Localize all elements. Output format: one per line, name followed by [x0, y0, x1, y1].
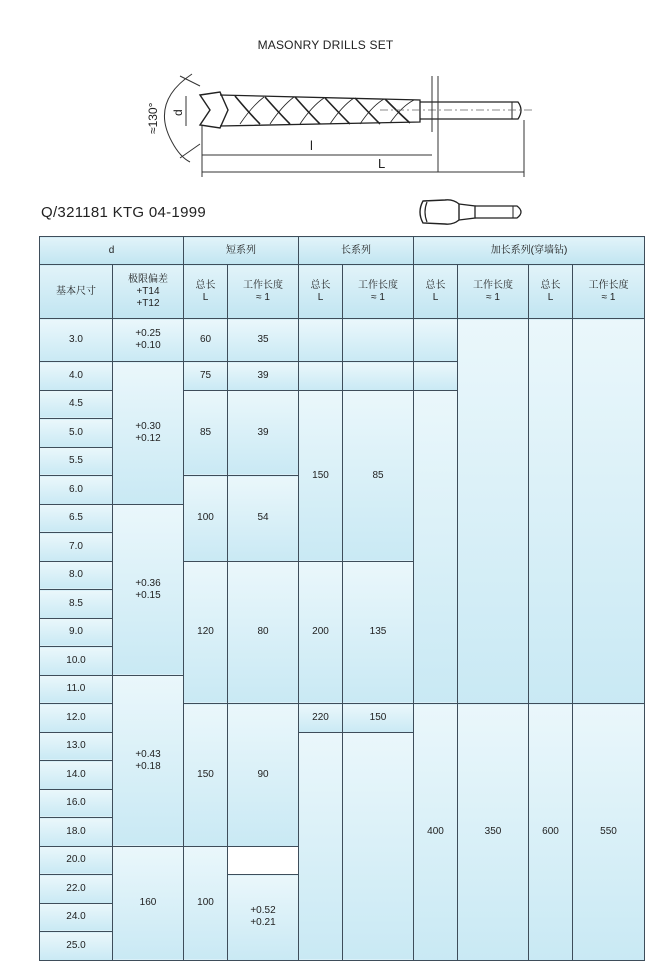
size-cell: 18.0	[40, 818, 113, 847]
total-length-label: L	[378, 156, 386, 171]
size-cell: 5.5	[40, 447, 113, 476]
size-cell: 6.5	[40, 504, 113, 533]
short-total-length: 100	[184, 476, 228, 562]
size-cell: 10.0	[40, 647, 113, 676]
size-cell: 11.0	[40, 675, 113, 704]
long-total-length: 200	[299, 561, 343, 704]
extra2-empty-cell	[573, 319, 645, 704]
drill-diagram	[140, 62, 540, 187]
short-work-length: 39	[228, 362, 299, 391]
long-empty-cell	[343, 319, 414, 362]
extra2-total-length: 600	[529, 704, 573, 961]
drill-bit-icon	[415, 196, 530, 228]
size-cell: 20.0	[40, 846, 113, 875]
short-work-length: 39	[228, 390, 299, 476]
tolerance-cell: +0.25 +0.10	[113, 319, 184, 362]
long-total-length: 150	[299, 390, 343, 561]
work-length-label: l	[310, 138, 313, 153]
short-total-length: 60	[184, 319, 228, 362]
size-cell: 4.5	[40, 390, 113, 419]
short-work-length: 54	[228, 476, 299, 562]
short-total-length: 75	[184, 362, 228, 391]
header-extra1-work-length: 工作长度 ≈ 1	[458, 265, 529, 319]
size-cell: 24.0	[40, 903, 113, 932]
long-work-length: 150	[343, 704, 414, 733]
standard-number: Q/321181 KTG 04-1999	[41, 204, 206, 221]
header-d: d	[40, 237, 184, 265]
tolerance-cell: +0.43 +0.18	[113, 675, 184, 846]
long-empty-cell	[343, 362, 414, 391]
angle-label: ≈130°	[146, 102, 160, 134]
extra1-total-length: 400	[414, 704, 458, 961]
header-long-total-length: 总长 L	[299, 265, 343, 319]
header-long-work-length: 工作长度 ≈ 1	[343, 265, 414, 319]
page-title: MASONRY DRILLS SET	[257, 38, 394, 52]
size-cell: 4.0	[40, 362, 113, 391]
long-empty-cell	[299, 362, 343, 391]
extra1-work-length: 350	[458, 704, 529, 961]
short-total-length: 85	[184, 390, 228, 476]
tolerance-cell: +0.36 +0.15	[113, 504, 184, 675]
header-extra2-total-length: 总长 L	[529, 265, 573, 319]
size-cell: 3.0	[40, 319, 113, 362]
long-total-length: 220	[299, 704, 343, 733]
long-work-length: 85	[343, 390, 414, 561]
short-work-length: 35	[228, 319, 299, 362]
header-tolerance: 极限偏差 +T14 +T12	[113, 265, 184, 319]
size-cell: 13.0	[40, 732, 113, 761]
header-short-total-length: 总长 L	[184, 265, 228, 319]
tolerance-cell: +0.30 +0.12	[113, 362, 184, 505]
long-empty-cell	[299, 732, 343, 960]
short-work-length: 80	[228, 561, 299, 704]
diameter-label: d	[171, 109, 185, 116]
extra1-empty-cell	[458, 319, 529, 704]
size-cell: 7.0	[40, 533, 113, 562]
extra1-empty-cell	[414, 390, 458, 704]
size-cell: 8.0	[40, 561, 113, 590]
drill-spec-table	[39, 236, 645, 961]
short-work-length: 100	[184, 846, 228, 960]
long-empty-cell	[343, 732, 414, 960]
short-work-length: 90	[228, 704, 299, 847]
header-extra-series: 加长系列(穿墙钻)	[414, 237, 645, 265]
size-cell: 14.0	[40, 761, 113, 790]
header-short-series: 短系列	[184, 237, 299, 265]
size-cell: 8.5	[40, 590, 113, 619]
size-cell: 5.0	[40, 419, 113, 448]
long-work-length: 135	[343, 561, 414, 704]
extra2-empty-cell	[529, 319, 573, 704]
header-nominal-size: 基本尺寸	[40, 265, 113, 319]
extra1-empty-cell	[414, 362, 458, 391]
size-cell: 6.0	[40, 476, 113, 505]
header-short-work-length: 工作长度 ≈ 1	[228, 265, 299, 319]
size-cell: 16.0	[40, 789, 113, 818]
size-cell: 22.0	[40, 875, 113, 904]
size-cell: 9.0	[40, 618, 113, 647]
header-extra2-work-length: 工作长度 ≈ 1	[573, 265, 645, 319]
extra1-empty-cell	[414, 319, 458, 362]
size-cell: 25.0	[40, 932, 113, 961]
size-cell: 12.0	[40, 704, 113, 733]
extra2-work-length: 550	[573, 704, 645, 961]
header-long-series: 长系列	[299, 237, 414, 265]
short-total-length: 160	[113, 846, 184, 960]
short-total-length: 150	[184, 704, 228, 847]
tolerance-cell: +0.52 +0.21	[228, 875, 299, 961]
long-empty-cell	[299, 319, 343, 362]
short-total-length: 120	[184, 561, 228, 704]
header-extra1-total-length: 总长 L	[414, 265, 458, 319]
